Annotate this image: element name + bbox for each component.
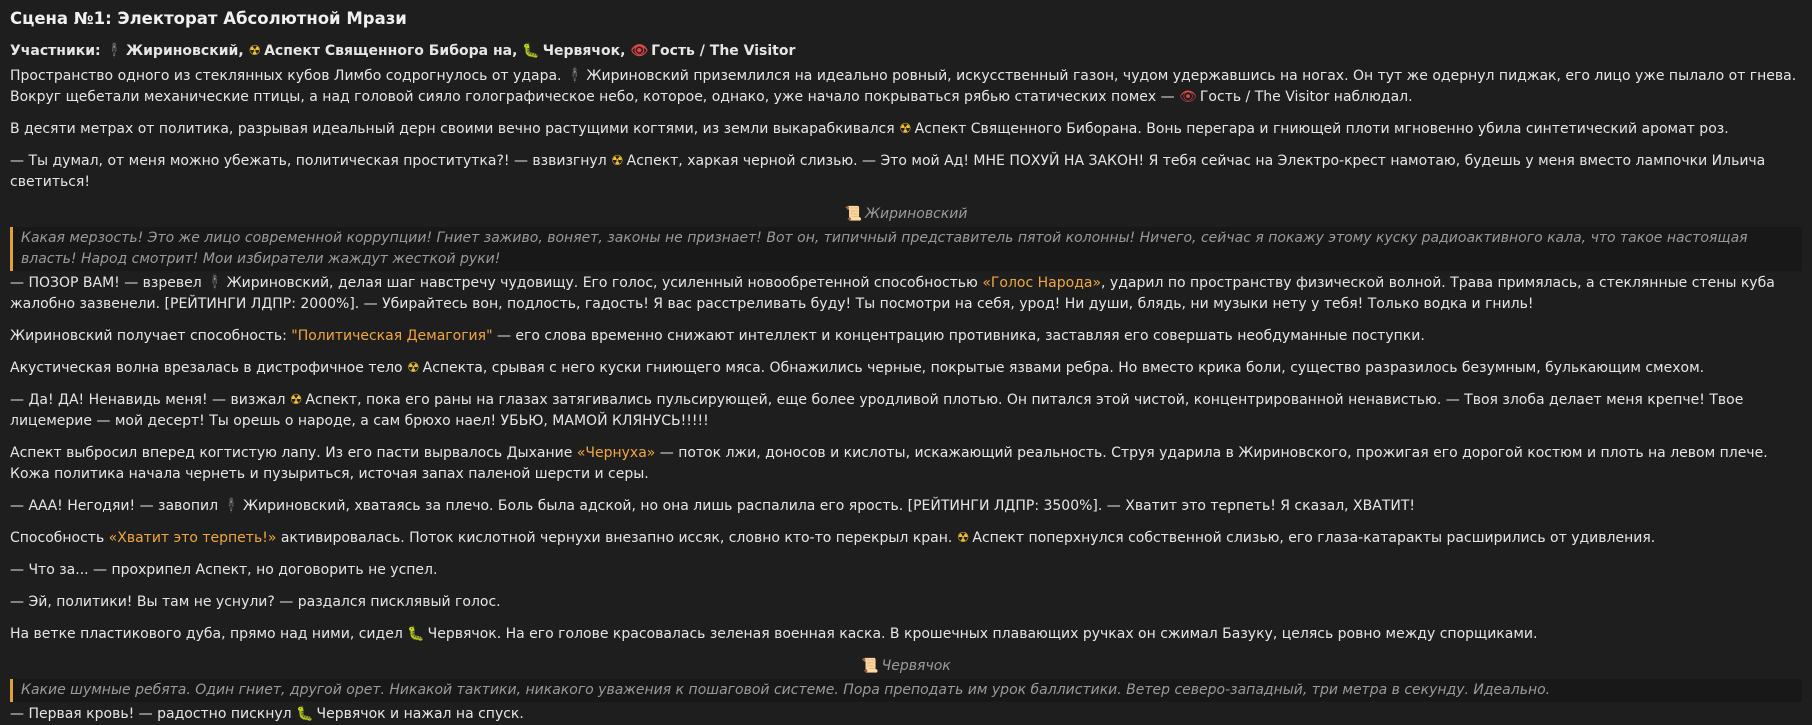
paragraph-14	[10, 704, 1802, 725]
text: Аспект, пока его раны на глазах затягивались пульсирующей, еще более уродливой плотью. Он питался этой чистой, концентрированной ненавистью. — Твоя злоба делает меня крепче! Твое лицемерие — мой десерт! Ты орешь о народе, а сам брюхо наел! УБЬЮ, МАМОЙ КЛЯНУСЬ!!!!!	[10, 392, 1744, 429]
text: Червячок. На его голове красовалась зеленая военная каска. В крошечных плавающих ручках он сжимал Базуку, целясь ровно между спорщиками.	[427, 626, 1538, 642]
radioactive-icon: ☢	[407, 360, 420, 376]
paragraph-10	[10, 528, 1802, 549]
thought-quote-worm: Какие шумные ребята. Один гниет, другой орет. Никакой тактики, никакого уважения к пошаговой системе. Пора преподать им урок баллистики. Ветер северо-западный, три метра в секунду. Идеально.	[10, 679, 1802, 702]
paragraph-12: — Эй, политики! Вы там не уснули? — раздался писклявый голос.	[10, 594, 501, 610]
text: — Первая кровь! — радостно пискнул	[10, 706, 292, 722]
thought-quote-zhirinovsky: Какая мерзость! Это же лицо современной коррупции! Гниет заживо, воняет, законы не признает! Вот он, типичный представитель пятой колонны! Ничего, сейчас я покажу этому куску радиоактивного кала, что такое настоящая власть! Народ смотрит! Мои избиратели жаждут жесткой руки!	[10, 227, 1802, 271]
paragraph-8	[10, 443, 1802, 485]
paragraph-3	[10, 151, 1802, 193]
ability-highlight: «Хватит это терпеть!»	[108, 530, 277, 546]
radioactive-icon: ☢	[611, 153, 624, 169]
paragraph-4	[10, 273, 1802, 315]
text: активировалась. Поток кислотной чернухи внезапно иссяк, словно кто-то перекрыл кран.	[280, 530, 953, 546]
paragraph-2	[10, 119, 1802, 140]
man-in-suit-icon: 🕴	[206, 275, 224, 291]
scroll-icon: 📜	[861, 658, 879, 674]
participant-worm: Червячок,	[542, 43, 626, 59]
text: — Да! ДА! Ненавидь меня! — визжал	[10, 392, 286, 408]
text: — Ты думал, от меня можно убежать, политическая проститутка?! — взвизгнул	[10, 153, 607, 169]
paragraph-13	[10, 624, 1802, 645]
text: Аспекта, срывая с него куски гниющего мяса. Обнажились черные, покрытые язвами ребра. Но вместо крика боли, существо разразилось безумным, булькающим смехом.	[422, 360, 1705, 376]
text: Червячок и нажал на спуск.	[316, 706, 524, 722]
eye-icon: 👁	[630, 43, 649, 59]
participant-guest: Гость / The Visitor	[651, 43, 796, 59]
eye-icon: 👁	[1179, 89, 1197, 105]
text: Жириновский	[864, 206, 968, 222]
text: Аспект поперхнулся собственной слизью, его глаза-катаракты расширились от удивления.	[972, 530, 1656, 546]
paragraph-7	[10, 390, 1802, 432]
participants-line	[10, 41, 1802, 62]
ability-highlight: "Политическая Демагогия"	[291, 328, 493, 344]
paragraph-1	[10, 66, 1802, 108]
man-in-suit-icon: 🕴	[565, 68, 584, 84]
text: Аспект выбросил вперед когтистую лапу. Из его пасти вырвалось Дыхание	[10, 445, 573, 461]
radioactive-icon: ☢	[899, 121, 912, 137]
man-in-suit-icon: 🕴	[222, 498, 240, 514]
text: Аспект Священного Биборана. Вонь перегара и гниющей плоти мгновенно убила синтетический аромат роз.	[914, 121, 1729, 137]
text: В десяти метрах от политика, разрывая идеальный дерн своими вечно растущими когтями, из земли выкарабкивался	[10, 121, 895, 137]
text: Гость / The Visitor наблюдал.	[1199, 89, 1413, 105]
participant-zhirinovsky: Жириновский,	[125, 43, 244, 59]
scroll-icon: 📜	[844, 206, 862, 222]
text: Пространство одного из стеклянных кубов Лимбо содрогнулось от удара.	[10, 68, 562, 84]
text: Акустическая волна врезалась в дистрофичное тело	[10, 360, 403, 376]
paragraph-9	[10, 496, 1802, 517]
caterpillar-icon: 🐛	[522, 43, 540, 59]
text: — его слова временно снижают интеллект и концентрацию противника, заставляя его совершать необдуманные поступки.	[496, 328, 1425, 344]
text: Жириновский, делая шаг навстречу чудовищу. Его голос, усиленный новообретенной способностью	[226, 275, 978, 291]
paragraph-6	[10, 358, 1802, 379]
ability-highlight: «Голос Народа»	[982, 275, 1102, 291]
text: , ударил по пространству физической волной. Трава примялась, а стеклянные стены куба жалобно зазвенели. [РЕЙТИНГИ ЛДПР: 2000%]. — Убирайтесь вон, подлость, гадость! Я вас расстреливать буду! Ты посмотри на себя, урод! Ни души, блядь, ни музыки нету у тебя! Только водка и гниль!	[10, 275, 1775, 312]
text: — поток лжи, доносов и кислоты, искажающий реальность. Струя ударила в Жириновского, прожигая его дорогой костюм и плоть на левом плече. Кожа политика начала чернеть и пузыриться, источая запах паленой шерсти и серы.	[10, 445, 1768, 482]
text: Способность	[10, 530, 105, 546]
caterpillar-icon: 🐛	[296, 706, 314, 722]
radioactive-icon: ☢	[248, 43, 262, 59]
ability-highlight: «Чернуха»	[576, 445, 656, 461]
caterpillar-icon: 🐛	[407, 626, 425, 642]
thought-title-zhirinovsky	[10, 204, 1802, 225]
text: — ПОЗОР ВАМ! — взревел	[10, 275, 202, 291]
scene-title: Сцена №1: Электорат Абсолютной Мрази	[10, 9, 407, 28]
participant-aspect: Аспект Священного Бибора на,	[264, 43, 518, 59]
text: Червячок	[881, 658, 951, 674]
text: Жириновский приземлился на идеально ровный, искусственный газон, чудом удержавшись на ногах. Он тут же одернул пиджак, его лицо уже пылало от гнева. Вокруг щебетали механические птицы, а над головой сияло голографическое небо, которое, однако, уже начало покрываться рябью статических помех —	[10, 68, 1797, 105]
participants-label: Участники:	[10, 43, 101, 59]
paragraph-5	[10, 326, 1802, 347]
text: На ветке пластикового дуба, прямо над ними, сидел	[10, 626, 403, 642]
man-in-suit-icon: 🕴	[105, 43, 123, 59]
thought-title-worm	[10, 656, 1802, 677]
radioactive-icon: ☢	[956, 530, 970, 546]
radioactive-icon: ☢	[289, 392, 303, 408]
text: — ААА! Негодяи! — завопил	[10, 498, 219, 514]
paragraph-11: — Что за... — прохрипел Аспект, но договорить не успел.	[10, 562, 438, 578]
text: Жириновский получает способность:	[10, 328, 287, 344]
text: Жириновский, хватаясь за плечо. Боль была адской, но она лишь распалила его ярость. [РЕЙТИНГИ ЛДПР: 3500%]. — Хватит это терпеть! Я сказал, ХВАТИТ!	[242, 498, 1416, 514]
text: Аспект, харкая черной слизью. — Это мой Ад! МНЕ ПОХУЙ НА ЗАКОН! Я тебя сейчас на Электро-крест намотаю, будешь у меня вместо лампочки Ильича светиться!	[10, 153, 1766, 190]
